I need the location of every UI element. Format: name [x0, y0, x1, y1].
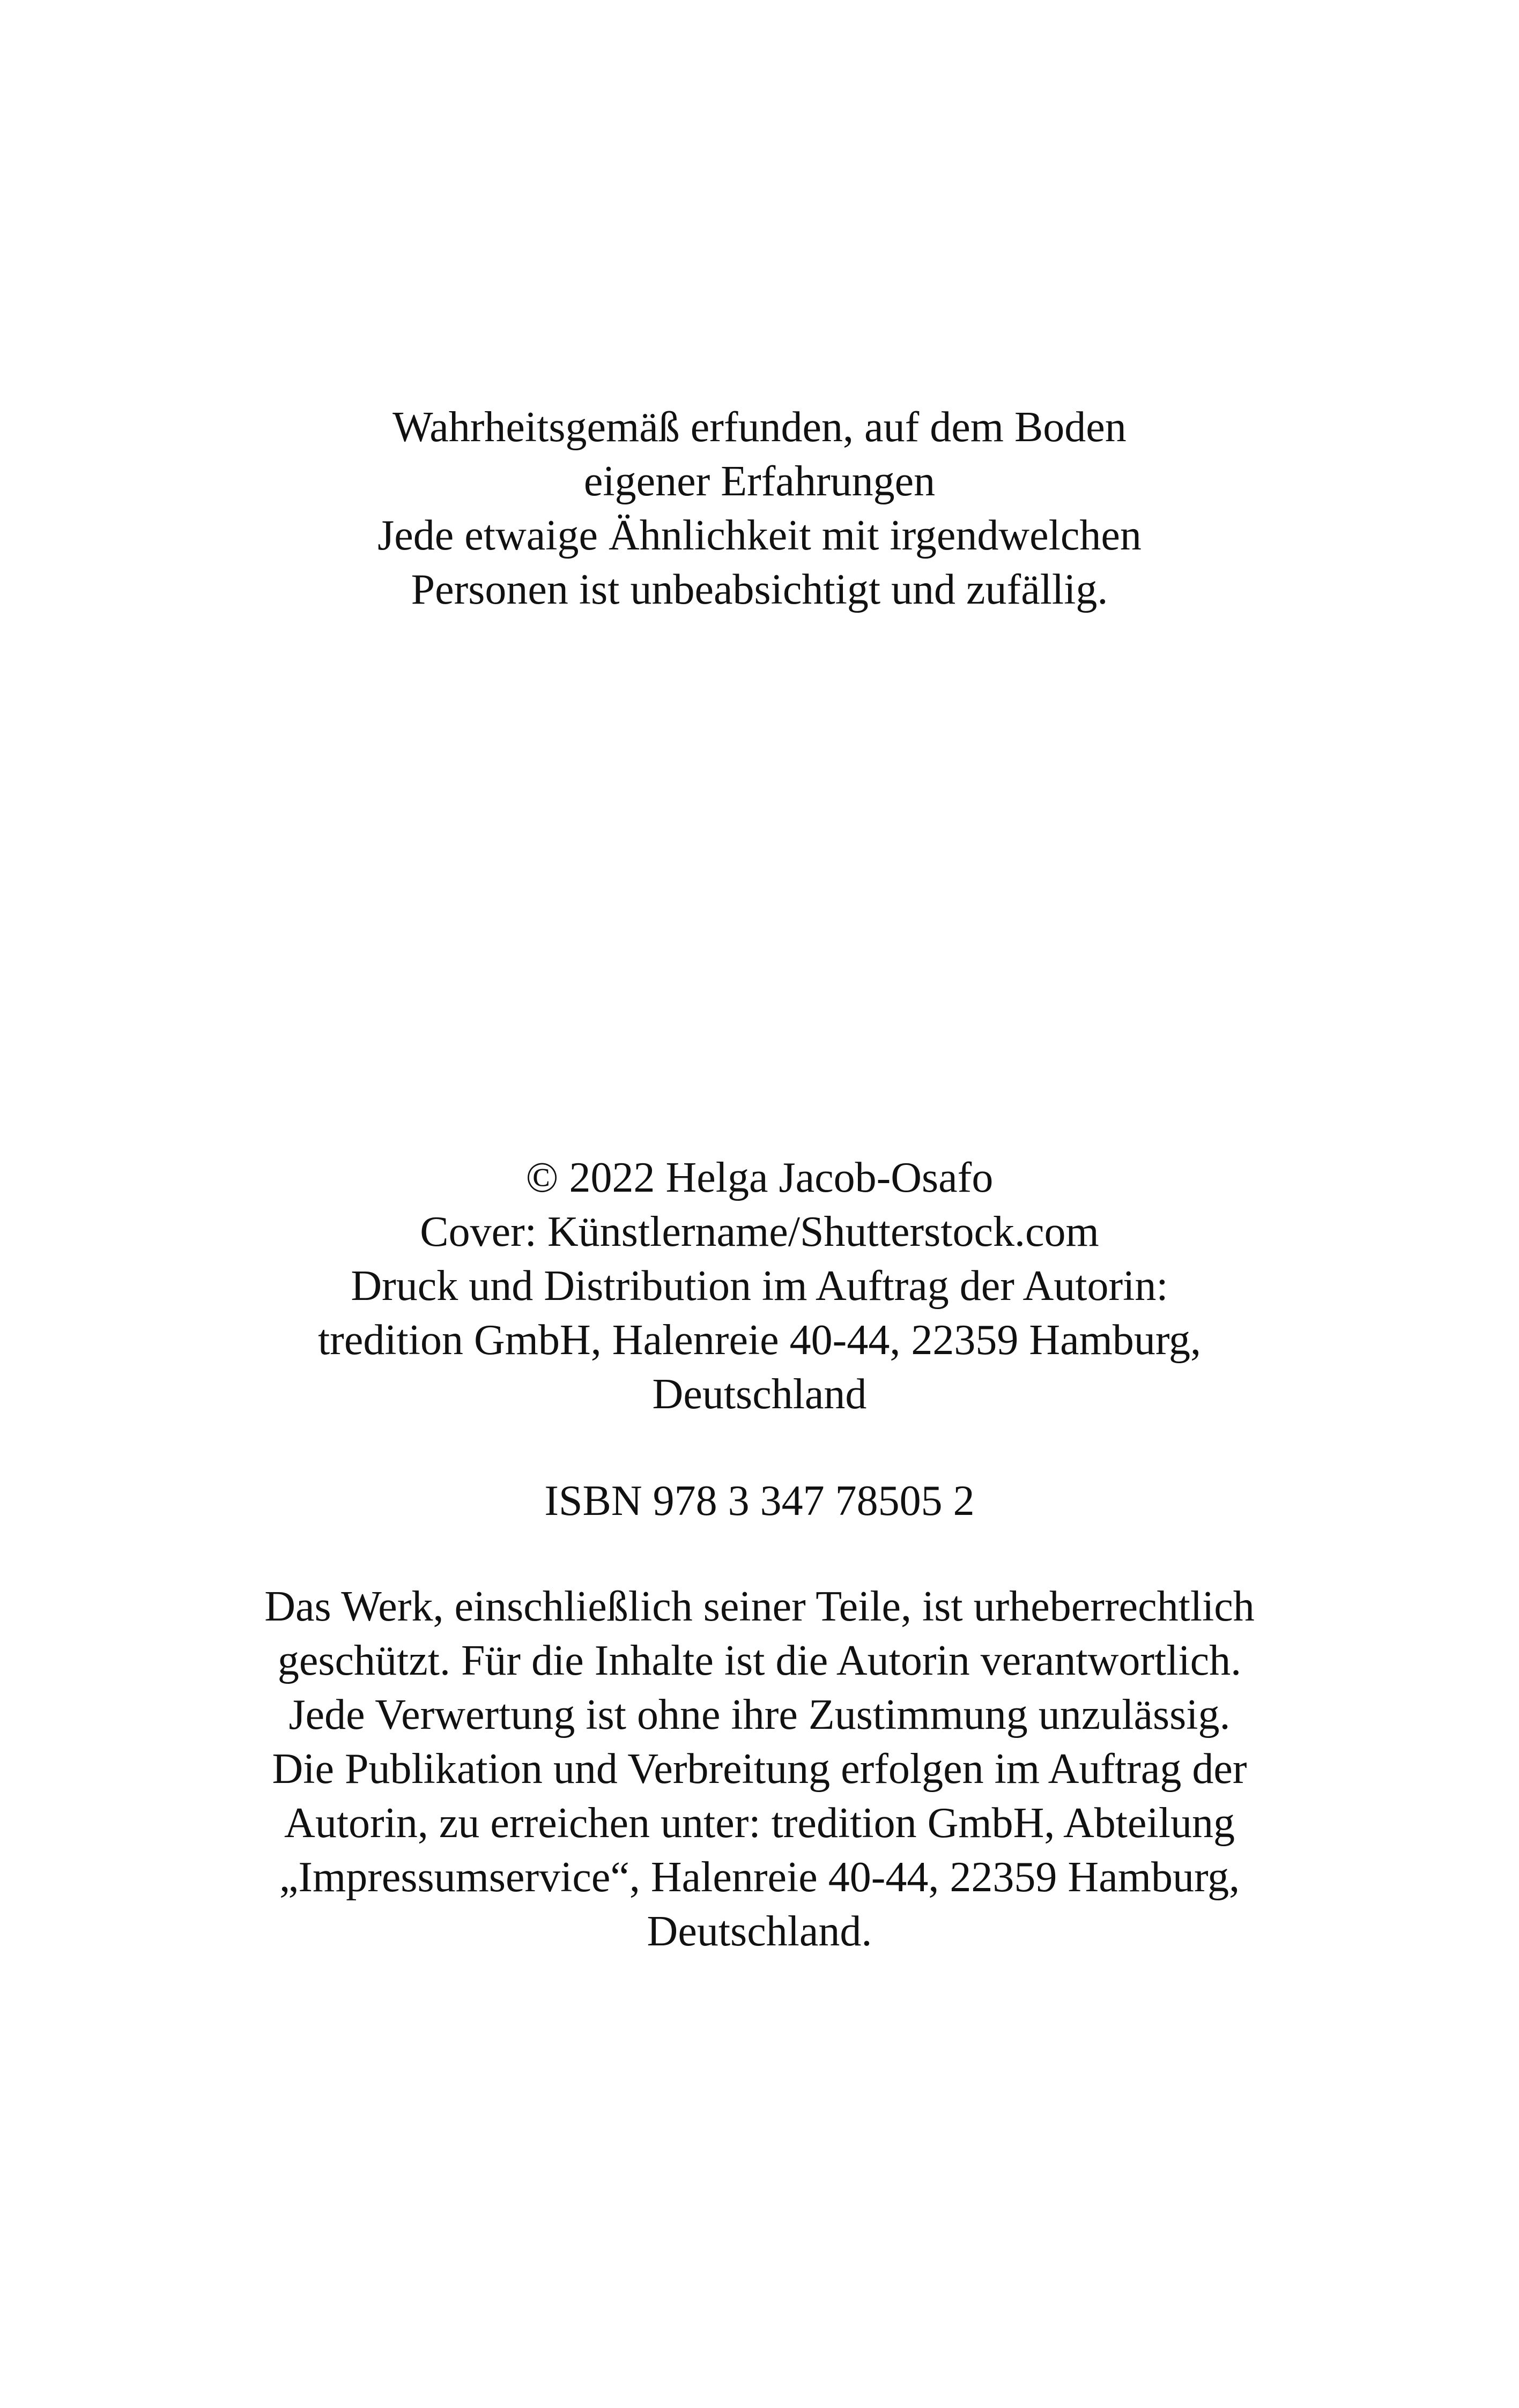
publication-credits: [0, 1151, 1519, 1422]
rights-line: „Impressumservice“, Halenreie 40-44, 22359 Hamburg,: [279, 1854, 1240, 1901]
cover-credit-line: Cover: Künstlername/Shutterstock.com: [420, 1208, 1099, 1255]
copyright-line: © 2022 Helga Jacob-Osafo: [525, 1154, 994, 1201]
rights-line: Das Werk, einschließlich seiner Teile, ist urheberrechtlich: [264, 1583, 1255, 1630]
publisher-address-line: tredition GmbH, Halenreie 40-44, 22359 Hamburg,: [317, 1317, 1202, 1364]
rights-notice: [0, 1580, 1519, 1959]
rights-line: Jede Verwertung ist ohne ihre Zustimmung unzulässig.: [288, 1691, 1231, 1738]
publisher-country-line: Deutschland: [652, 1371, 867, 1418]
dedication-note: [0, 400, 1519, 617]
dedication-line: eigener Erfahrungen: [583, 458, 936, 505]
dedication-line: Personen ist unbeabsichtigt und zufällig.: [411, 566, 1108, 613]
isbn-section: [0, 1474, 1519, 1528]
rights-line: Die Publikation und Verbreitung erfolgen im Auftrag der: [272, 1745, 1247, 1793]
rights-line: Autorin, zu erreichen unter: tredition GmbH, Abteilung: [284, 1800, 1235, 1847]
isbn-number: ISBN 978 3 347 78505 2: [544, 1477, 975, 1525]
rights-line: Deutschland.: [647, 1908, 872, 1955]
printing-line: Druck und Distribution im Auftrag der Autorin:: [351, 1262, 1168, 1310]
rights-line: geschützt. Für die Inhalte ist die Autorin verantwortlich.: [277, 1637, 1242, 1684]
dedication-line: Wahrheitsgemäß erfunden, auf dem Boden: [392, 404, 1127, 451]
dedication-line: Jede etwaige Ähnlichkeit mit irgendwelchen: [377, 512, 1142, 559]
